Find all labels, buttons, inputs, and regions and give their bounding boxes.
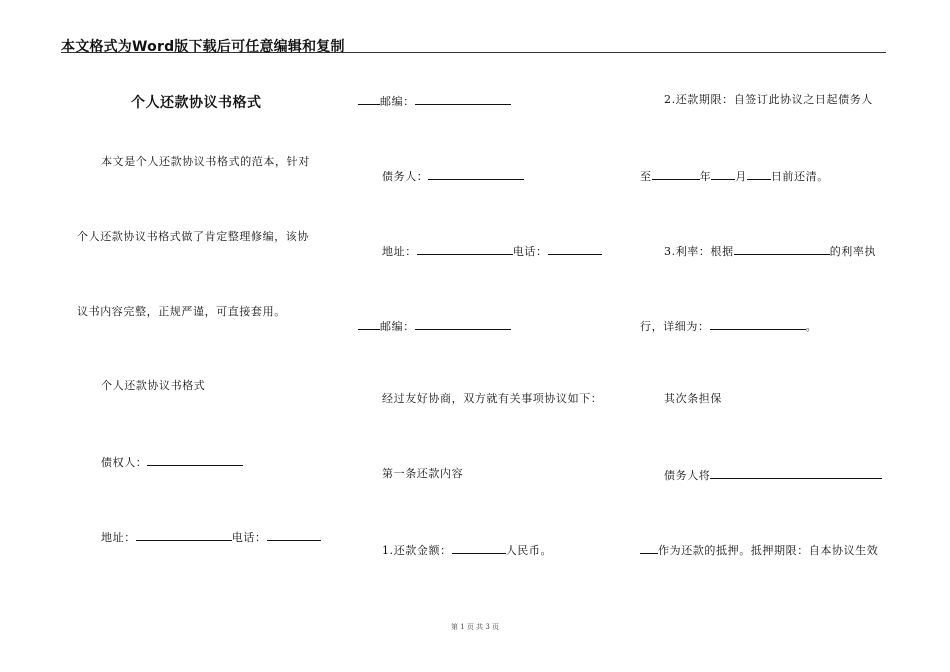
- article2-title: 其次条担保: [664, 392, 722, 405]
- amount-label: 1.还款金额：: [382, 544, 452, 557]
- collateral-prefix-blank: [640, 542, 658, 554]
- document-header: 本文格式为Word版下载后可任意编辑和复制: [61, 39, 345, 55]
- term-day: 日前还清。: [770, 170, 829, 183]
- phone-blank: [267, 529, 321, 541]
- address-label: 地址：: [101, 531, 136, 544]
- collateral-line: [640, 542, 878, 558]
- month-blank: [711, 168, 735, 180]
- debtor-address-line: [382, 243, 602, 259]
- postcode-prefix-blank: [358, 93, 380, 105]
- creditor-line: [101, 454, 243, 470]
- amount-unit: 人民币。: [505, 544, 553, 557]
- postcode-label: 邮编：: [380, 95, 415, 108]
- intro-line-3: 议书内容完整，正规严谨，可直接套用。: [77, 305, 286, 318]
- collateral-text: 作为还款的抵押。抵押期限：自本协议生效: [658, 544, 879, 557]
- debtor-will-line: [664, 467, 882, 483]
- postcode-line-2: [358, 318, 511, 334]
- creditor-blank: [147, 454, 243, 466]
- page-footer: 第 1 页 共 3 页: [450, 623, 500, 631]
- consult-text: 经过友好协商，双方就有关事项协议如下：: [382, 392, 603, 405]
- amount-blank: [452, 542, 506, 554]
- address-label: 地址：: [382, 245, 417, 258]
- address-blank: [136, 529, 232, 541]
- rate-blank: [734, 243, 830, 255]
- year-blank: [652, 168, 700, 180]
- phone-blank: [548, 243, 602, 255]
- rate-end: 。: [805, 320, 818, 333]
- intro-line-1: 本文是个人还款协议书格式的范本，针对: [101, 155, 310, 168]
- intro-line-2: 个人还款协议书格式做了肯定整理修编，该协: [77, 230, 309, 243]
- rate-detail-line: [640, 318, 817, 334]
- rate-detail: 行，详细为：: [640, 320, 710, 333]
- header-divider: [61, 52, 886, 53]
- postcode-line-1: [358, 93, 511, 109]
- collateral-blank: [710, 467, 882, 479]
- address-blank: [417, 243, 513, 255]
- phone-label: 电话：: [512, 245, 548, 258]
- day-blank: [747, 168, 771, 180]
- term-text: 2.还款期限：自签订此协议之日起债务人: [664, 93, 873, 106]
- rate-suffix: 的利率执: [829, 245, 877, 258]
- postcode-label: 邮编：: [380, 320, 415, 333]
- postcode-blank: [415, 93, 511, 105]
- article1-title: 第一条还款内容: [382, 467, 464, 480]
- debtor-label: 债务人：: [382, 170, 429, 183]
- phone-label: 电话：: [231, 531, 267, 544]
- amount-line: [382, 542, 552, 558]
- debtor-will: 债务人将: [664, 469, 711, 482]
- creditor-address-line: [101, 529, 321, 545]
- rate-line: [664, 243, 876, 259]
- debtor-line: [382, 168, 524, 184]
- document-title: 个人还款协议书格式: [131, 95, 262, 111]
- creditor-label: 债权人：: [101, 456, 148, 469]
- term-date-line: [640, 168, 829, 184]
- section-subtitle: 个人还款协议书格式: [101, 379, 206, 392]
- debtor-blank: [428, 168, 524, 180]
- term-year: 年: [699, 170, 712, 183]
- rate-text: 3.利率：根据: [664, 245, 734, 258]
- rate-detail-blank: [710, 318, 806, 330]
- postcode-prefix-blank: [358, 318, 380, 330]
- term-to: 至: [640, 170, 652, 183]
- term-month: 月: [735, 170, 747, 183]
- postcode-blank: [415, 318, 511, 330]
